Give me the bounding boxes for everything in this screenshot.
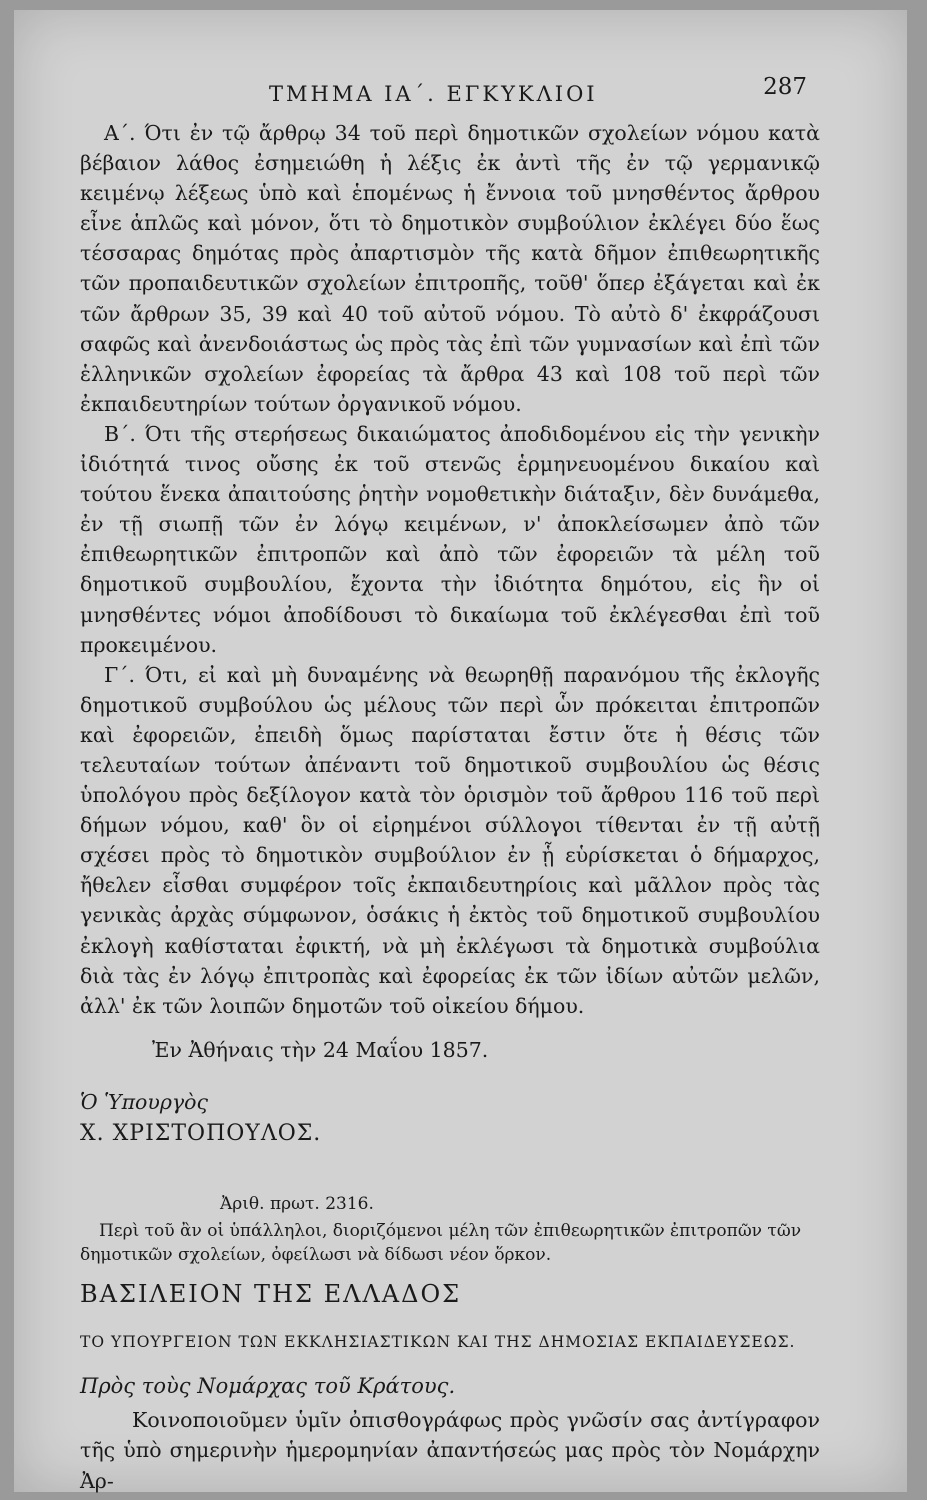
paragraph-beta: Β΄. Ότι τῆς στερήσεως δικαιώματος ἀποδιδομένου εἰς τὴν γενικὴν ἰδιότητά τινος οὔσης ἐκ τοῦ στενῶς ἑρμηνευομένου δικαίου καὶ τούτου ἕνεκα ἀπαιτούσης ῥητὴν νομοθετικὴν διάταξιν, δὲν δυνάμεθα, ἐν τῇ σιωπῇ τῶν ἐν λόγῳ κειμένων, ν' ἀποκλείσωμεν ἀπὸ τῶν ἐπιθεωρητικῶν ἐπιτροπῶν καὶ ἀπὸ τῶν ἐφορειῶν τὰ μέλη τοῦ δημοτικοῦ συμβουλίου, ἔχοντα τὴν ἰδιότητα δημότου, εἰς ἣν οἱ μνησθέντες νόμοι ἀποδίδουσι τὸ δικαίωμα τοῦ ἐκλέγεσθαι ἐπὶ τοῦ προκειμένου. xyxy=(80,421,820,657)
paragraph-gamma: Γ΄. Ότι, εἰ καὶ μὴ δυναμένης νὰ θεωρηθῇ παρανόμου τῆς ἐκλογῆς δημοτικοῦ συμβούλου ὡς μέλους τῶν περὶ ὧν πρόκειται ἐπιτροπῶν καὶ ἐφορειῶν, ἐπειδὴ ὅμως παρίσταται ἔστιν ὅτε ἡ θέσις τῶν τελευταίων τούτων ἀπέναντι τοῦ δημοτικοῦ συμβουλίου ὡς θέσις ὑπολόγου πρὸς δεξίλογον κατὰ τὸν ὁρισμὸν τοῦ ἄρθρου 116 τοῦ περὶ δήμων νόμου, καθ' ὃν οἱ εἰρημένοι σύλλογοι τίθενται ἐν τῇ αὐτῇ σχέσει πρὸς τὸ δημοτικὸν συμβούλιον ἐν ᾗ εὑρίσκεται ὁ δήμαρχος, ἤθελεν εἶσθαι συμφέρον τοῖς ἐκπαιδευτηρίοις καὶ μᾶλλον πρὸς τὰς γενικὰς ἀρχὰς σύμφωνον, ὁσάκις ἡ ἐκτὸς τοῦ δημοτικοῦ συμβουλίου ἐκλογὴ καθίσταται ἐφικτή, νὰ μὴ ἐκλέγωσι τὰ δημοτικὰ συμβούλια διὰ τὰς ἐν λόγῳ ἐπιτροπὰς καὶ ἐφορείας ἐκ τῶν ἰδίων αὐτῶν μελῶν, ἀλλ' ἐκ τῶν λοιπῶν δημοτῶν τοῦ οἰκείου δήμου. xyxy=(80,662,820,1018)
addressee-line: Πρὸς τοὺς Νομάρχας τοῦ Κράτους. xyxy=(80,1374,456,1399)
signature-name: Χ. ΧΡΙΣΤΟΠΟΥΛΟΣ. xyxy=(80,1121,322,1146)
reference-subject: Περὶ τοῦ ἂν οἱ ὑπάλληλοι, διοριζόμενοι μέλη τῶν ἐπιθεωρητικῶν ἐπιτροπῶν τῶν δημοτικῶν σχολείων, ὀφείλωσι νὰ δίδωσι νέον ὅρκον. xyxy=(80,1221,802,1266)
page-header xyxy=(14,72,907,112)
closing-paragraph: Κοινοποιοῦμεν ὑμῖν ὀπισθογράφως πρὸς γνῶσίν σας ἀντίγραφον τῆς ὑπὸ σημερινὴν ἡμερομηνίαν ἀπαντήσεώς μας πρὸς τὸν Νομάρχην Ἀρ- xyxy=(80,1408,820,1493)
body-text xyxy=(80,118,820,1496)
running-title: ΤΜΗΜΑ ΙΑ΄. ΕΓΚΥΚΛΙΟΙ xyxy=(269,82,598,106)
ministry-heading: ΤΟ ΥΠΟΥΡΓΕΙΟΝ ΤΩΝ ΕΚΚΛΗΣΙΑΣΤΙΚΩΝ ΚΑΙ ΤΗΣ ΔΗΜΟΣΙΑΣ ΕΚΠΑΙΔΕΥΣΕΩΣ. xyxy=(80,1333,796,1352)
paragraph-alpha: Α΄. Ότι ἐν τῷ ἄρθρῳ 34 τοῦ περὶ δημοτικῶν σχολείων νόμου κατὰ βέβαιον λάθος ἐσημειώθη ἡ λέξις ἐκ ἀντὶ τῆς ἐν τῷ γερμανικῷ κειμένῳ λέξεως ὑπὸ καὶ ἑπομένως ἡ ἔννοια τοῦ μνησθέντος ἄρθρου εἶνε ἁπλῶς καὶ μόνον, ὅτι τὸ δημοτικὸν συμβούλιον ἐκλέγει δύο ἕως τέσσαρας δημότας πρὸς ἀπαρτισμὸν τῆς κατὰ δῆμον ἐπιθεωρητικῆς τῶν προπαιδευτικῶν σχολείων ἐπιτροπῆς, τοῦθ' ὅπερ ἐξάγεται καὶ ἐκ τῶν ἄρθρων 35, 39 καὶ 40 τοῦ αὐτοῦ νόμου. Τὸ αὐτὸ δ' ἐκφράζουσι σαφῶς καὶ ἀνενδοιάστως ὡς πρὸς τὰς ἐπὶ τῶν γυμνασίων καὶ ἐπὶ τῶν ἑλληνικῶν σχολείων ἐφορείας τὰ ἄρθρα 43 καὶ 108 τοῦ περὶ τῶν ἐκπαιδευτηρίων τούτων ὀργανικοῦ νόμου. xyxy=(80,121,820,416)
signature-role: Ὁ Ὑπουργὸς xyxy=(80,1089,208,1114)
book-page xyxy=(14,10,907,1492)
kingdom-heading: ΒΑΣΙΛΕΙΟΝ ΤΗΣ ΕΛΛΑΔΟΣ xyxy=(80,1280,462,1309)
page-number: 287 xyxy=(763,74,807,100)
reference-number: Ἀριθ. πρωτ. 2316. xyxy=(220,1194,374,1215)
date-line: Ἐν Ἀθήναις τὴν 24 Μαΐου 1857. xyxy=(152,1037,489,1062)
